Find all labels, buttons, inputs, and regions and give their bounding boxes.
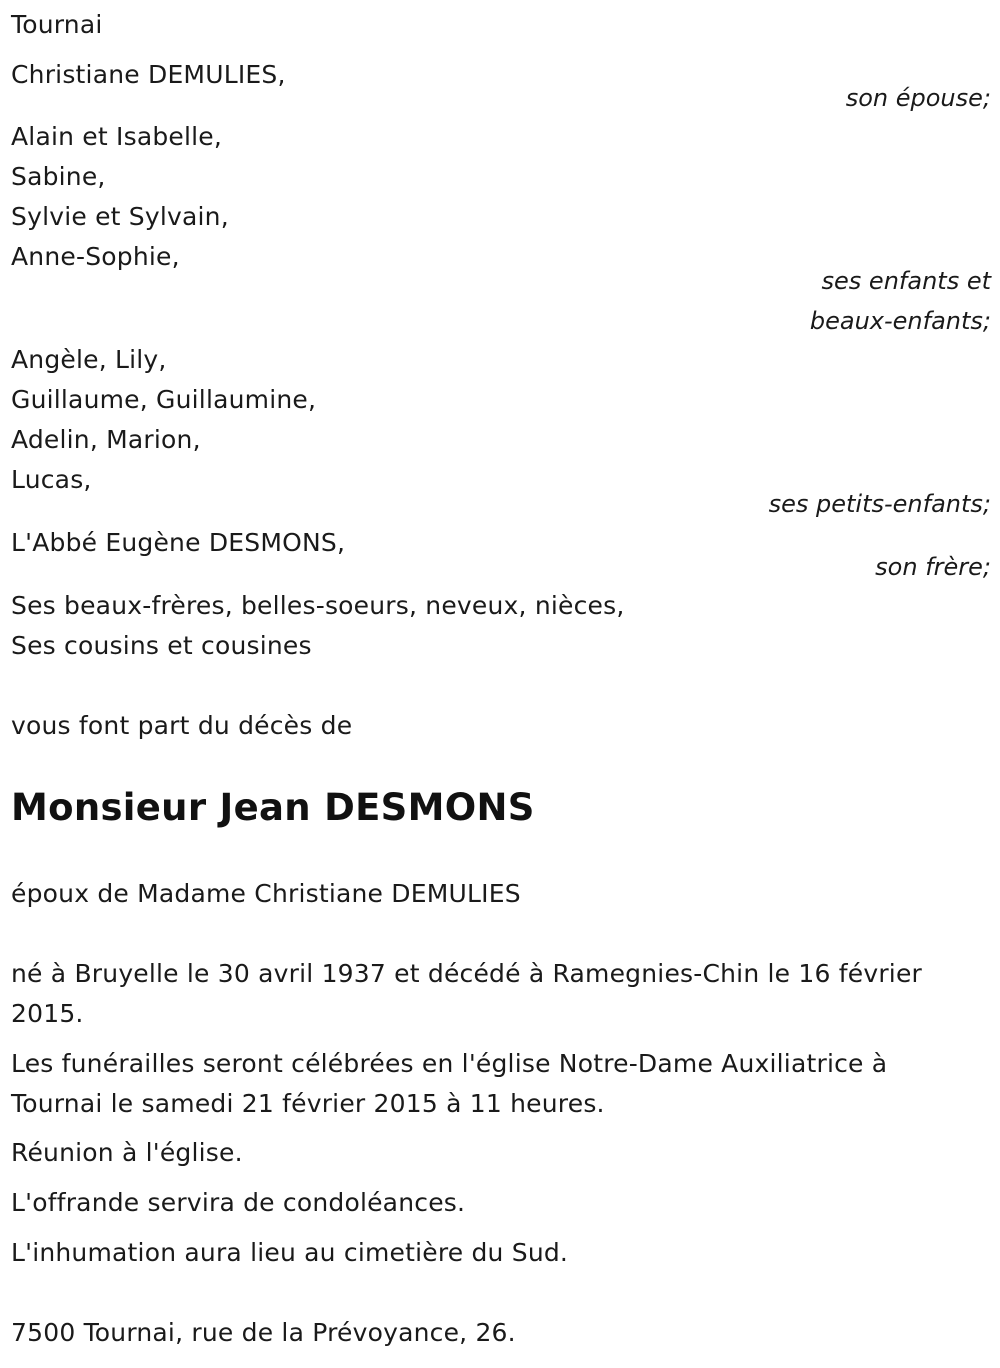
spouse-name: Christiane DEMULIES,: [11, 60, 286, 89]
other-relatives: Ses beaux-frères, belles-soeurs, neveux, nièces,: [11, 591, 625, 620]
brother-name: L'Abbé Eugène DESMONS,: [11, 528, 346, 557]
meeting-info: Réunion à l'église.: [11, 1138, 243, 1167]
grandchildren-relation: ses petits-enfants;: [768, 490, 991, 518]
child-name: Sabine,: [11, 162, 106, 191]
burial-info: L'inhumation aura lieu au cimetière du Sud.: [11, 1238, 569, 1267]
child-name: Sylvie et Sylvain,: [11, 202, 229, 231]
funeral-info: Les funérailles seront célébrées en l'église Notre-Dame Auxiliatrice à Tournai le samedi 21 février 2015 à 11 heures.: [11, 1049, 888, 1118]
brother-relation: son frère;: [875, 553, 991, 581]
children-relation-line1: ses enfants et: [821, 267, 991, 295]
grandchild-name: Guillaume, Guillaumine,: [11, 385, 317, 414]
city-heading: Tournai: [11, 10, 103, 39]
announcement-intro: vous font part du décès de: [11, 711, 353, 740]
spouse-relation: son épouse;: [845, 84, 991, 112]
address: 7500 Tournai, rue de la Prévoyance, 26.: [11, 1318, 516, 1347]
child-name: Alain et Isabelle,: [11, 122, 223, 151]
child-name: Anne-Sophie,: [11, 242, 180, 271]
other-relatives: Ses cousins et cousines: [11, 631, 312, 660]
grandchild-name: Lucas,: [11, 465, 92, 494]
deceased-name: Monsieur Jean DESMONS: [11, 786, 535, 829]
offering-info: L'offrande servira de condoléances.: [11, 1188, 466, 1217]
birth-death-info: né à Bruyelle le 30 avril 1937 et décédé à Ramegnies-Chin le 16 février 2015.: [11, 959, 923, 1028]
children-relation-line2: beaux-enfants;: [809, 307, 991, 335]
grandchild-name: Angèle, Lily,: [11, 345, 167, 374]
grandchild-name: Adelin, Marion,: [11, 425, 201, 454]
spouse-of: époux de Madame Christiane DEMULIES: [11, 879, 521, 908]
